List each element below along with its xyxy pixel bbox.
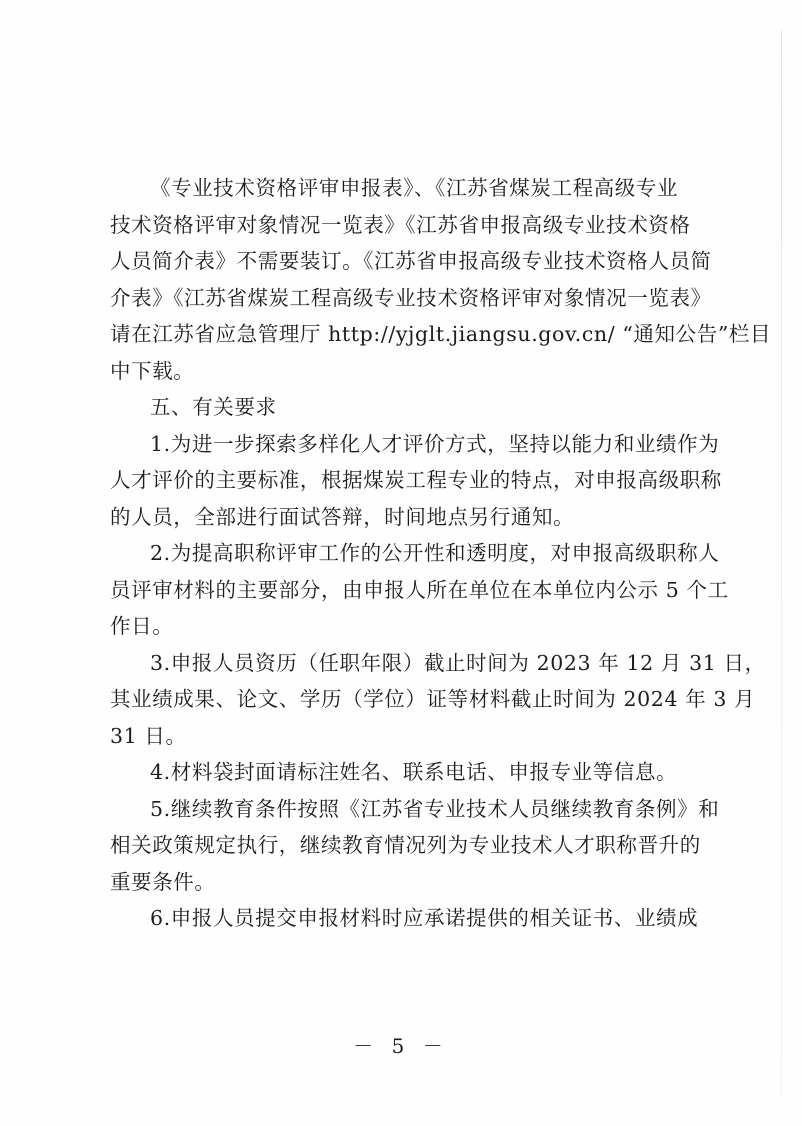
paragraph-line: 人员简介表》不需要装订。《江苏省申报高级专业技术资格人员简 <box>110 249 712 273</box>
paragraph-line: 技术资格评审对象情况一览表》《江苏省申报高级专业技术资格 <box>110 212 691 237</box>
requirement-2-line: 作日。 <box>110 614 174 638</box>
requirement-5-line: 相关政策规定执行，继续教育情况列为专业技术人才职称晋升的 <box>110 833 701 857</box>
scan-edge-line <box>781 30 782 1100</box>
paragraph-line: 介表》《江苏省煤炭工程高级专业技术资格评审对象情况一览表》 <box>110 285 712 310</box>
paragraph-line: 中下载。 <box>110 358 195 383</box>
paragraph-line-with-url: 请在江苏省应急管理厅 http://yjglt.jiangsu.gov.cn/ “通知公告”栏目 <box>110 322 772 346</box>
requirement-2-line: 员评审材料的主要部分，由申报人所在单位在本单位内公示 5 个工 <box>110 577 729 602</box>
requirement-3-line: 31 日。 <box>110 723 187 748</box>
requirement-2-line: 2.为提高职称评审工作的公开性和透明度，对申报高级职称人 <box>150 541 720 565</box>
requirement-1-line: 1.为进一步探索多样化人才评价方式，坚持以能力和业绩作为 <box>150 431 720 456</box>
requirement-5-line: 5.继续教育条件按照《江苏省专业技术人员继续教育条例》和 <box>150 796 720 821</box>
paragraph-line: 《专业技术资格评审申报表》、《江苏省煤炭工程高级专业 <box>150 176 679 200</box>
page-number: － 5 － <box>353 1034 449 1058</box>
section-heading: 五、有关要求 <box>150 395 277 419</box>
requirement-1-line: 的人员，全部进行面试答辩，时间地点另行通知。 <box>110 504 575 529</box>
requirement-3-line: 其业绩成果、论文、学历（学位）证等材料截止时间为 2024 年 3 月 <box>110 687 756 711</box>
requirement-3-line: 3.申报人员资历（任职年限）截止时间为 2023 年 12 月 31 日， <box>150 650 766 675</box>
requirement-4-line: 4.材料袋封面请标注姓名、联系电话、申报专业等信息。 <box>150 760 678 784</box>
body-text <box>110 170 772 937</box>
requirement-6-line: 6.申报人员提交申报材料时应承诺提供的相关证书、业绩成 <box>150 906 699 930</box>
requirement-1-line: 人才评价的主要标准，根据煤炭工程专业的特点，对申报高级职称 <box>110 468 722 492</box>
requirement-5-line: 重要条件。 <box>110 869 216 894</box>
